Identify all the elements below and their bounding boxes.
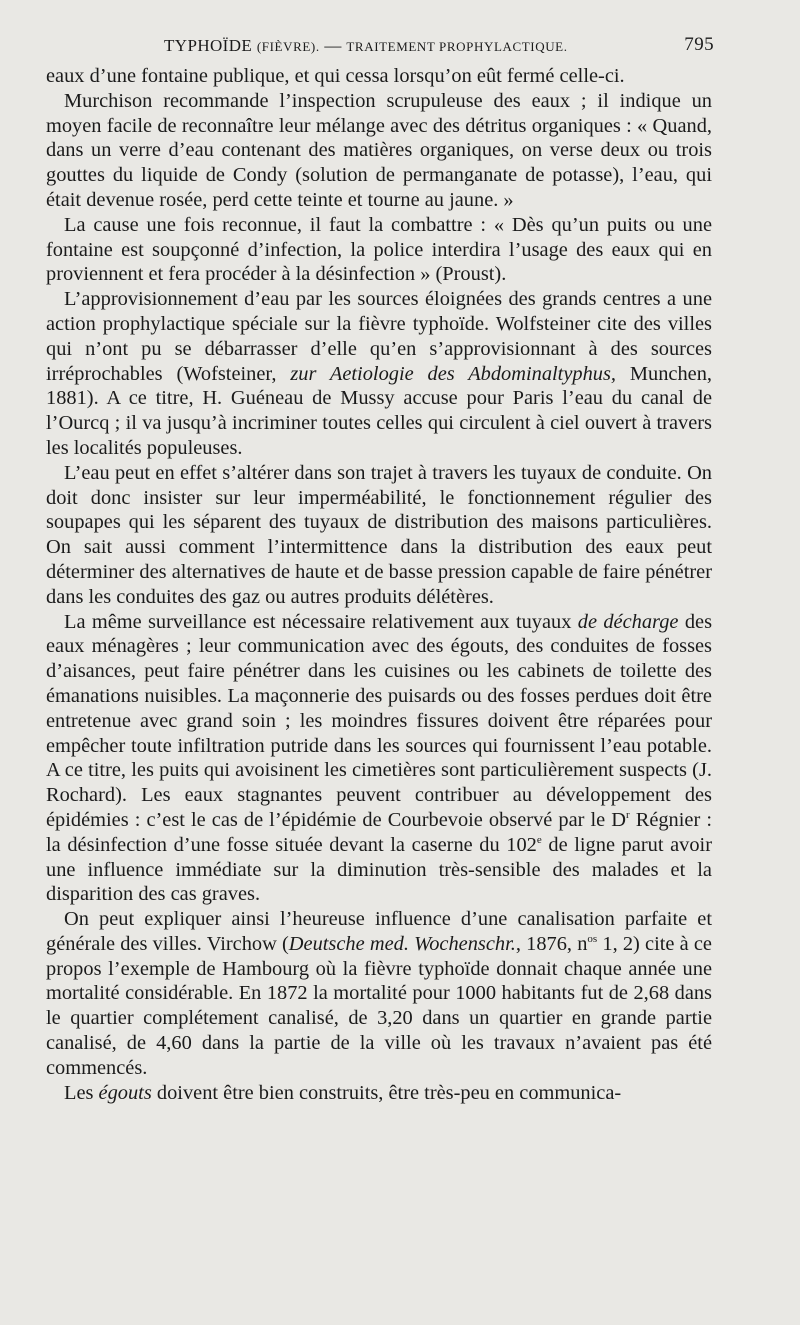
paragraph-4-text-a: L’approvisionnement d’eau par les sources éloignées des grands centres a une action prophylactique spéciale sur la fièvre typhoïde. Wolfsteiner cite des villes qui n’ont pu se débarrasser d’elle qu’en s’approvisionnant à des sources irréprochables (Wofsteiner, [46,288,712,385]
paragraph-6-text-b: des eaux ménagères ; leur communication avec des égouts, des conduites de fosses d’aisances, peut faire pénétrer dans les cuisines ou les cabinets de toilette des émanations nuisibles. La maçonnerie des puisards ou des fosses perdues doit être entretenue avec grand soin ; les moindres fissures doivent être réparées pour empêcher toute infiltration putride dans les sources qui fournissent l’eau potable. A ce titre, les puits qui avoisinent les cimetières sont particulièrement suspects (J. Rochard). Les eaux stagnantes peuvent contribuer au développement des épidémies : c’est le cas de l’épidémie de Courbevoie observé par le D [46,610,712,831]
paragraph-8 [46,1081,712,1106]
body-text [46,64,712,1105]
title-section: TRAITEMENT PROPHYLACTIQUE. [346,39,568,54]
paragraph-4-text-b: Munchen, 1881). A ce titre, H. Guéneau de Mussy accuse pour Paris l’eau du canal de l’Ourcq ; il va jusqu’à incriminer toutes celles qui circulent à ciel ouvert à travers les localités populeuses. [46,362,712,459]
paragraph-7-citation: Deutsche med. Wochenschr. [288,932,516,955]
paragraph-8-text-b: doivent être bien construits, être très-peu en communica- [151,1081,622,1104]
paragraph-7-superscript-os: os [587,933,598,946]
paragraph-2: Murchison recommande l’inspection scrupuleuse des eaux ; il indique un moyen facile de reconnaître leur mélange avec des détritus organiques : « Quand, dans un verre d’eau contenant des matières organiques, on verse deux ou trois gouttes du liquide de Condy (solution de permanganate de potasse), l’eau, qui était devenue rosée, perd cette teinte et tourne au jaune. » [46,89,712,211]
paragraph-6-term: de décharge [577,610,679,633]
page-number: 795 [684,34,714,55]
title-sub: (FIÈVRE). [256,39,320,54]
title-dash: — [324,36,342,55]
running-title [164,36,568,56]
paragraph-1: eaux d’une fontaine publique, et qui cessa lorsqu’on eût fermé celle-ci. [46,65,625,87]
paragraph-4 [46,287,712,461]
paragraph-7-text-b: , 1876, n [515,932,588,955]
paragraph-6-text-a: La même surveillance est nécessaire relativement aux tuyaux [64,610,578,633]
paragraph-6-text-c: Régnier : la désinfection d’une fosse située devant la caserne du 102 [46,808,712,856]
paragraph-6-superscript-r: r [625,809,630,822]
title-main: TYPHOÏDE [164,36,253,55]
paragraph-6-superscript-e: e [536,833,542,846]
paragraph-7-text-c: 1, 2) cite à ce propos l’exemple de Hambourg où la fièvre typhoïde donnait chaque année une mortalité considérable. En 1872 la mortalité pour 1000 habitants fut de 2,68 dans le quartier complétement canalisé, de 3,20 dans un quartier en grande partie canalisé, de 4,60 dans la partie de la ville où les travaux n’avaient pas été commencés. [46,932,712,1079]
paragraph-7-text-a: On peut expliquer ainsi l’heureuse influence d’une canalisation parfaite et générale des villes. Virchow ( [46,908,712,955]
running-head [46,30,712,64]
paragraph-5: L’eau peut en effet s’altérer dans son trajet à travers les tuyaux de conduite. On doit donc insister sur leur imperméabilité, le fonctionnement régulier des soupapes qui les séparent des tuyaux de distribution des maisons particulières. On sait aussi comment l’intermittence dans la distribution des eaux peut déterminer des alternatives de haute et de basse pression capable de faire pénétrer dans les conduites des gaz ou autres produits délétères. [46,461,712,608]
paragraph-3: La cause une fois reconnue, il faut la combattre : « Dès qu’un puits ou une fontaine est soupçonné d’infection, la police interdira l’usage des eaux qui en proviennent et fera procéder à la désinfection » (Proust). [46,213,712,286]
paragraph-6-text-d: de ligne parut avoir une influence immédiate sur la diminution très-sensible des malades et la disparition des cas graves. [46,833,712,906]
paragraph-6 [46,610,712,908]
paragraph-8-term: égouts [98,1081,152,1104]
paragraph-8-text-a: Les [64,1081,99,1104]
paragraph-4-citation: zur Aetiologie des Abdominaltyphus, [290,362,617,385]
paragraph-7 [46,907,712,1081]
